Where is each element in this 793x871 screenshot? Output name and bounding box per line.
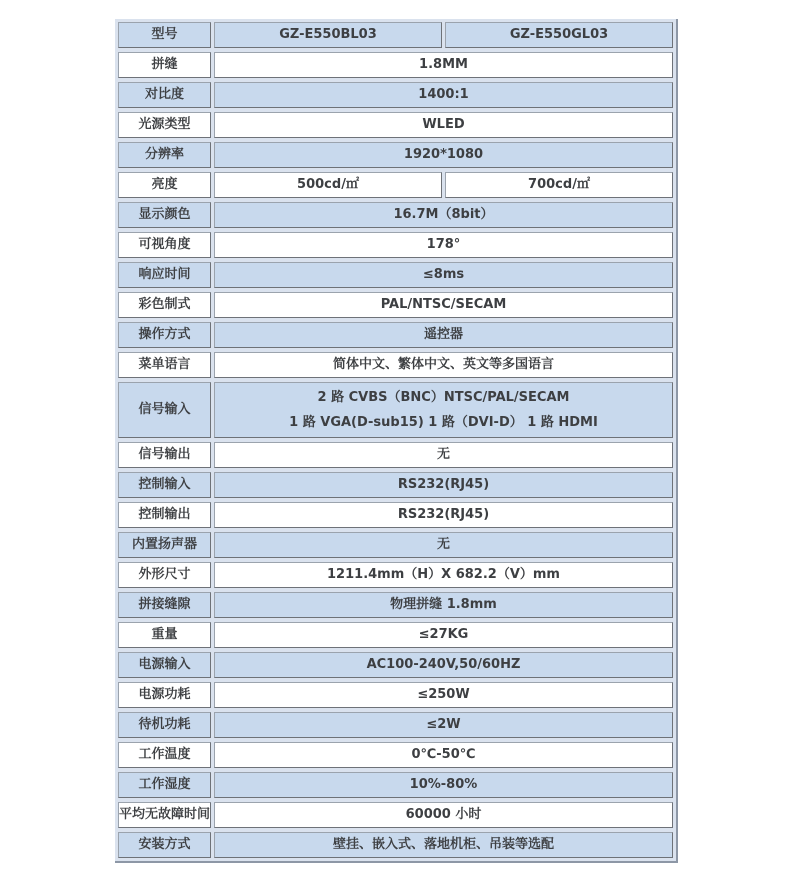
- table-row: [118, 82, 673, 108]
- row-label: 拼缝: [118, 52, 211, 78]
- row-value: 178°: [214, 232, 673, 258]
- row-value: 10%-80%: [214, 772, 673, 798]
- row-value: RS232(RJ45): [214, 502, 673, 528]
- row-label: 菜单语言: [118, 352, 211, 378]
- table-row: [118, 472, 673, 498]
- row-label: 信号输入: [118, 382, 211, 438]
- table-row: [118, 742, 673, 768]
- row-value: 物理拼缝 1.8mm: [214, 592, 673, 618]
- row-label: 响应时间: [118, 262, 211, 288]
- table-row: [118, 202, 673, 228]
- row-label: 外形尺寸: [118, 562, 211, 588]
- table-row: [118, 832, 673, 858]
- row-label: 信号输出: [118, 442, 211, 468]
- row-label: 内置扬声器: [118, 532, 211, 558]
- table-row: [118, 682, 673, 708]
- row-label: 可视角度: [118, 232, 211, 258]
- row-label: 亮度: [118, 172, 211, 198]
- row-label: 彩色制式: [118, 292, 211, 318]
- row-value: AC100-240V,50/60HZ: [214, 652, 673, 678]
- row-value: ≤8ms: [214, 262, 673, 288]
- row-value: 700cd/㎡: [445, 172, 673, 198]
- table-row: [118, 592, 673, 618]
- row-label: 操作方式: [118, 322, 211, 348]
- table-row: [118, 772, 673, 798]
- table-row: [118, 802, 673, 828]
- table-row: [118, 502, 673, 528]
- table-row: [118, 622, 673, 648]
- row-label: 分辨率: [118, 142, 211, 168]
- spec-table: [115, 19, 678, 863]
- row-label: 型号: [118, 22, 211, 48]
- row-value: 1400:1: [214, 82, 673, 108]
- row-value: GZ-E550BL03: [214, 22, 442, 48]
- table-row: [118, 52, 673, 78]
- row-value: 1211.4mm（H）X 682.2（V）mm: [214, 562, 673, 588]
- row-label: 对比度: [118, 82, 211, 108]
- row-value: 60000 小时: [214, 802, 673, 828]
- row-label: 工作温度: [118, 742, 211, 768]
- row-label: 控制输入: [118, 472, 211, 498]
- row-value: 500cd/㎡: [214, 172, 442, 198]
- table-row: [118, 562, 673, 588]
- row-label: 控制输出: [118, 502, 211, 528]
- row-value: 16.7M（8bit）: [214, 202, 673, 228]
- table-row: [118, 712, 673, 738]
- table-row: [118, 142, 673, 168]
- row-value: GZ-E550GL03: [445, 22, 673, 48]
- row-value: 0℃-50℃: [214, 742, 673, 768]
- table-row: [118, 382, 673, 438]
- table-row: [118, 442, 673, 468]
- row-label: 平均无故障时间: [118, 802, 211, 828]
- row-value: 1920*1080: [214, 142, 673, 168]
- row-value: ≤2W: [214, 712, 673, 738]
- row-label: 光源类型: [118, 112, 211, 138]
- row-label: 工作湿度: [118, 772, 211, 798]
- table-row: [118, 232, 673, 258]
- table-row: [118, 322, 673, 348]
- row-label: 电源功耗: [118, 682, 211, 708]
- row-value: PAL/NTSC/SECAM: [214, 292, 673, 318]
- row-value: ≤27KG: [214, 622, 673, 648]
- row-value: ≤250W: [214, 682, 673, 708]
- table-row: [118, 22, 673, 48]
- row-label: 拼接缝隙: [118, 592, 211, 618]
- row-value: WLED: [214, 112, 673, 138]
- row-value: 简体中文、繁体中文、英文等多国语言: [214, 352, 673, 378]
- row-value: 1.8MM: [214, 52, 673, 78]
- table-row: [118, 652, 673, 678]
- table-row: [118, 172, 673, 198]
- row-value-line: 2 路 CVBS（BNC）NTSC/PAL/SECAM: [317, 390, 570, 405]
- row-value: 无: [214, 532, 673, 558]
- table-row: [118, 532, 673, 558]
- row-value: RS232(RJ45): [214, 472, 673, 498]
- table-row: [118, 262, 673, 288]
- row-label: 显示颜色: [118, 202, 211, 228]
- row-label: 待机功耗: [118, 712, 211, 738]
- row-value: 壁挂、嵌入式、落地机柜、吊装等选配: [214, 832, 673, 858]
- table-row: [118, 112, 673, 138]
- table-row: [118, 352, 673, 378]
- row-label: 安装方式: [118, 832, 211, 858]
- table-row: [118, 292, 673, 318]
- row-value-line: 1 路 VGA(D-sub15) 1 路（DVI-D） 1 路 HDMI: [289, 415, 598, 430]
- row-label: 重量: [118, 622, 211, 648]
- row-value: 遥控器: [214, 322, 673, 348]
- row-value: 无: [214, 442, 673, 468]
- row-label: 电源输入: [118, 652, 211, 678]
- row-value: [214, 382, 673, 438]
